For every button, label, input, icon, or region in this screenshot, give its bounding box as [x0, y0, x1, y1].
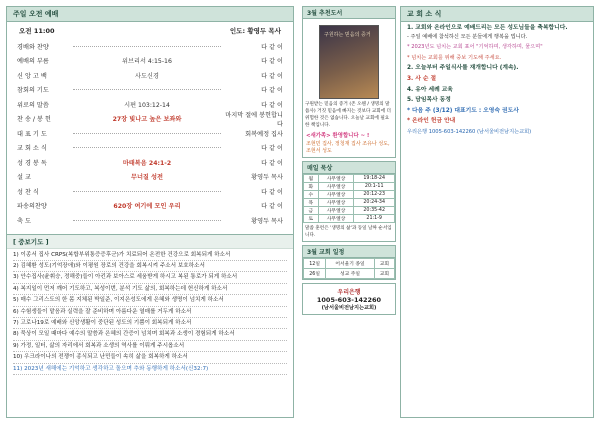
worship-row: 찬 송 / 봉 헌 27장 빛나고 높은 보좌와 마지막 절에 봉헌합니다: [17, 111, 283, 128]
worship-row: 참회의 기도 다 같 이: [17, 87, 283, 95]
worship-row: 위로의 말씀 시편 103:12-14 다 같 이: [17, 101, 283, 109]
prayer-item: 2) 김혜환 성도(기억장애)와 이평원 장로의 건강을 회복시켜 주소서 보호하소서: [13, 261, 287, 272]
worship-row: 설 교 무너질 성전 황영두 목사: [17, 174, 283, 182]
bank-box: [302, 283, 396, 315]
schedule-header: 3월 교회 일정: [303, 246, 395, 258]
service-time: 오전 11:00: [19, 27, 55, 35]
table-row: 수 사무엘상 20:12-23: [304, 191, 395, 199]
welcome-title: <새가족> 환영합니다 ~ !: [306, 133, 370, 139]
middle-column: [302, 6, 396, 418]
news-header: 교 회 소 식: [401, 7, 593, 22]
book-desc: 구원받는 믿음의 증거 (존 오웬 / 생명의 말씀사) 거짓 믿음에 빠지는 것보다 교회에 더 위험한 것은 없습니다. 오늘날 교회에 필요한 책입니다.: [305, 102, 391, 128]
news-list: [401, 22, 593, 141]
news-item: - 주일 예배에 참석하신 모든 분들에게 행복을 빕니다.: [407, 33, 528, 40]
book-cover-image: 구원하는 믿음의 증거: [319, 25, 379, 99]
news-item: * 넘치는 교회를 위해 중보 기도해 주세요.: [407, 54, 502, 61]
worship-row: 파송의찬양 620장 여기에 모인 우리 다 같 이: [17, 203, 283, 211]
welcome-names: 조현민 집사, 정청재 집사 조유나 성도, 조현서 성도: [306, 141, 390, 154]
prayer-item: 1) 이종서 집사 CRPS(복합부위통증증후군)가 치료되어 온전한 건강으로 회복되게 하소서: [13, 250, 287, 261]
prayer-item: 3) 안수집사(윤휘승, 정해중)들이 아킨과 보아스로 세움받게 하시고 복된 통로가 되게 하소서: [13, 272, 287, 283]
news-item: 4. 유아 세례 교육: [407, 86, 453, 93]
news-item: 1. 교회와 온라인으로 예배드리는 모든 성도님들을 축복합니다.: [407, 25, 568, 31]
worship-row: 대 표 기 도 회복예정 집사: [17, 130, 283, 138]
news-bank: 우리은행 1005-603-142260 (남서울비전남지는교회): [407, 128, 532, 135]
worship-row: 예배의 부름 위브리서 4:15-16 다 같 이: [17, 58, 283, 66]
bible-table: [303, 174, 395, 223]
recommend-header: 3월 추천도서: [303, 7, 395, 19]
table-row: 월 사무엘상 19:18-24: [304, 175, 395, 183]
bank-number: 1005-603-142260: [316, 296, 382, 304]
news-item: 5. 담임목사 동정: [407, 97, 451, 104]
schedule-table: [303, 258, 395, 279]
book-box: [302, 6, 396, 158]
prayer-item: 7) 고로나19로 예배와 신앙생활이 중단된 성도의 기쁨이 회복되게 하소서: [13, 318, 287, 329]
worship-row: 교 회 소 식 다 같 이: [17, 145, 283, 153]
worship-header: 주일 오전 예배: [7, 7, 293, 22]
news-item: * 다음 주 (3/12) 대표기도 : 오영숙 권도사: [407, 107, 519, 114]
worship-row: 축 도 황영두 목사: [17, 217, 283, 225]
bank-owner: (남서울비전남지는교회): [321, 305, 377, 311]
table-row: 목 사무엘상 20:24-34: [304, 199, 395, 207]
prayer-header: [ 중보기도 ]: [7, 234, 293, 249]
schedule-box: [302, 245, 396, 280]
table-row: 12일 어서울기 종일 교회: [304, 259, 395, 269]
worship-row: 경배와 찬양 다 같 이: [17, 43, 283, 51]
news-item: 2. 오늘부터 주일식사를 재개합니다 (계속).: [407, 65, 519, 72]
prayer-item: 11) 2023년 새해에는 기억하고 생각하고 돌으며 추와 동행하게 하소서(신32:7): [13, 364, 287, 375]
table-row: 토 사무엘상 21:1-9: [304, 215, 395, 223]
prayer-item: 5) 매수 그리스도의 한 몸 지체된 박일준, 이지은성도에게 은혜와 생명이 넘치게 하소서: [13, 295, 287, 306]
prayer-item: 8) 묵상이 모일 때마다 예수의 말씀과 은혜의 간증이 넘치며 회복과 소생이 경험되게 하소서: [13, 329, 287, 340]
bible-note: 말씀 훈련은 '생명의 삶'과 동일 날짜 순서입니다.: [305, 226, 392, 238]
prayer-item: 6) 수험생들이 맡음과 실력을 잘 준비하며 아름다운 열매를 거두게 하소서: [13, 307, 287, 318]
prayer-item: 9) 가정, 일터, 삶의 자리에서 회복과 소생의 역사를 이뤄게 주시옵소서: [13, 341, 287, 352]
bible-box: [302, 161, 396, 242]
worship-row: 성 경 봉 독 마태복음 24:1-2 다 같 이: [17, 159, 283, 167]
table-row: 화 사무엘상 20:1-11: [304, 183, 395, 191]
service-leader: 인도: 황영두 목사: [229, 27, 281, 35]
news-item: * 2023년도 넘치는 교회 표어 "기억하며, 생각하며, 물으며": [407, 44, 543, 51]
worship-panel: [6, 6, 294, 418]
worship-row: 성 찬 식 다 같 이: [17, 188, 283, 196]
order-of-worship: [7, 39, 293, 228]
news-item: 3. 사 순 절: [407, 75, 437, 82]
news-panel: [400, 6, 594, 418]
prayer-list: [7, 249, 293, 376]
prayer-item: 4) 복지일이 먼저 깨어 기도하고, 복성이번, 분석 기도 삶의, 회복하는데 헌신하게 하소서: [13, 284, 287, 295]
table-row: 금 사무엘상 20:35-42: [304, 207, 395, 215]
bank-name: 우리은행: [337, 289, 361, 296]
news-item: * 온라인 헌금 안내: [407, 118, 456, 125]
prayer-item: 10) 우크라이나의 전쟁이 종식되고 난민들이 속히 삶을 회복하게 하소서: [13, 352, 287, 363]
table-row: 26일 성교 주일 교회: [304, 269, 395, 279]
bible-header: 매일 묵상: [303, 162, 395, 174]
service-info: [7, 22, 293, 35]
worship-row: 신 앙 고 백 사도신경 다 같 이: [17, 72, 283, 80]
